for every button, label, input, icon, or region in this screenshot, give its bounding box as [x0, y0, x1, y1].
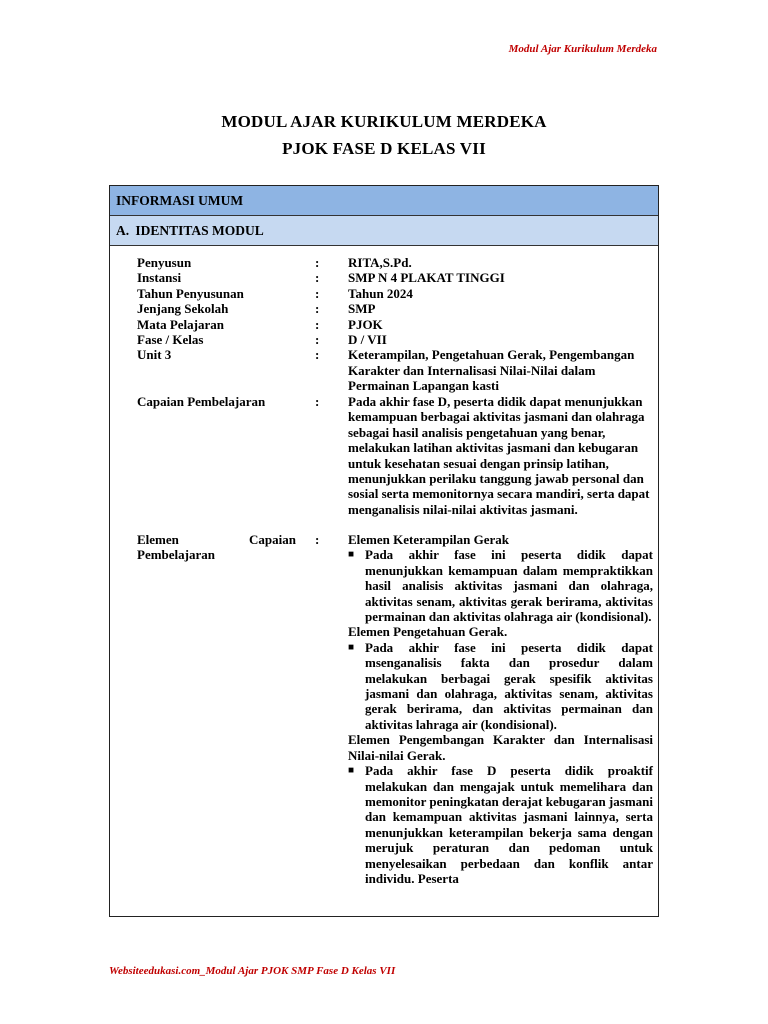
field-colon: : — [315, 255, 320, 270]
header-note: Modul Ajar Kurikulum Merdeka — [508, 43, 657, 55]
section-general-info: INFORMASI UMUM — [110, 186, 658, 216]
field-value: SMP N 4 PLAKAT TINGGI — [348, 270, 505, 286]
elemen-heading: Elemen Pengembangan Karakter dan Internalisasi Nilai-nilai Gerak. — [348, 732, 653, 763]
field-value: SMP — [348, 301, 376, 317]
field-colon: : — [315, 285, 320, 301]
field-value: PJOK — [348, 316, 383, 332]
elemen-heading: Elemen Keterampilan Gerak — [348, 532, 510, 547]
list-item — [348, 547, 653, 624]
field-colon: : — [315, 301, 320, 317]
field-colon: : — [315, 316, 320, 332]
square-bullet-icon: ■ — [348, 641, 355, 653]
list-item — [348, 763, 653, 886]
footer-note: Websiteedukasi.com_Modul Ajar PJOK SMP Fase D Kelas VII — [109, 965, 396, 977]
field-label: Capaian Pembelajaran — [137, 394, 266, 409]
elemen-bullets — [348, 547, 653, 624]
field-label: Instansi — [137, 270, 182, 286]
field-label: Unit 3 — [137, 347, 172, 363]
field-value: D / VII — [348, 332, 387, 347]
field-label: Mata Pelajaran — [137, 316, 225, 332]
field-colon: : — [315, 532, 320, 547]
field-label: Jenjang Sekolah — [137, 301, 229, 317]
label-word: Capaian — [249, 532, 296, 547]
field-colon: : — [315, 347, 320, 363]
section-number: A. — [116, 223, 130, 238]
bullet-text: Pada akhir fase ini peserta didik dapat menunjukkan kemampuan dalam mempraktikkan hasil analisis aktivitas jasmani dan olahraga, aktivitas senam, aktivitas gerak berirama, aktivitas permainan dan aktivitas olahraga air (kondisional). — [365, 547, 653, 625]
field-value: Pada akhir fase D, peserta didik dapat menunjukkan kemampuan berbagai aktivitas jasmani dan olahraga sebagai hasil analisis pengetahuan yang benar, melakukan latihan aktivitas jasmani dan kebugaran untuk kesehatan sesuai dengan prinsip latihan, menunjukkan perilaku tanggung jawab personal dan sosial serta memonitornya secara mandiri, serta dapat menganalisis nilai-nilai aktivitas jasmani. — [348, 394, 650, 517]
elemen-bullets — [348, 763, 653, 886]
elemen-list — [348, 532, 653, 886]
section-label: IDENTITAS MODUL — [135, 223, 264, 238]
square-bullet-icon: ■ — [348, 765, 355, 777]
bullet-text: Pada akhir fase ini peserta didik dapat msenganalisis fakta dan prosedur dalam melakukan berbagai gerak spesifik aktivitas jasmani dan olahraga, aktivitas senam, aktivitas gerak berirama, dan aktivitas permainan dan aktivitas lahraga air (kondisional). — [365, 639, 653, 732]
field-colon: : — [315, 394, 320, 409]
field-label: Penyusun — [137, 255, 192, 270]
field-label-line2: Pembelajaran — [137, 547, 215, 563]
field-label-line1 — [137, 532, 296, 547]
section-module-identity — [110, 216, 658, 246]
document-subtitle: PJOK FASE D KELAS VII — [282, 139, 486, 158]
field-colon: : — [315, 332, 320, 347]
label-word: Elemen — [137, 532, 179, 547]
field-label: Fase / Kelas — [137, 332, 204, 347]
field-colon: : — [315, 270, 320, 286]
field-value: Tahun 2024 — [348, 285, 413, 301]
elemen-heading: Elemen Pengetahuan Gerak. — [348, 624, 508, 640]
field-value: RITA,S.Pd. — [348, 255, 412, 270]
elemen-bullets — [348, 640, 653, 732]
document-title: MODUL AJAR KURIKULUM MERDEKA — [221, 112, 547, 131]
list-item — [348, 640, 653, 732]
field-value: Keterampilan, Pengetahuan Gerak, Pengembangan Karakter dan Internalisasi Nilai-Nilai dalam Permainan Lapangan kasti — [348, 347, 635, 394]
module-info-table — [109, 185, 659, 917]
bullet-text: Pada akhir fase D peserta didik proaktif melakukan dan mengajak untuk memelihara dan memonitor peningkatan derajat kebugaran jasmani dan kemampuan aktivitas jasmani lainnya, serta menunjukkan keterampilan bekerja sama dengan merujuk peraturan dan pedoman untuk menyelesaikan perbedaan dan konflik antar individu. Peserta — [365, 763, 653, 886]
field-label: Tahun Penyusunan — [137, 285, 244, 301]
square-bullet-icon: ■ — [348, 549, 355, 561]
